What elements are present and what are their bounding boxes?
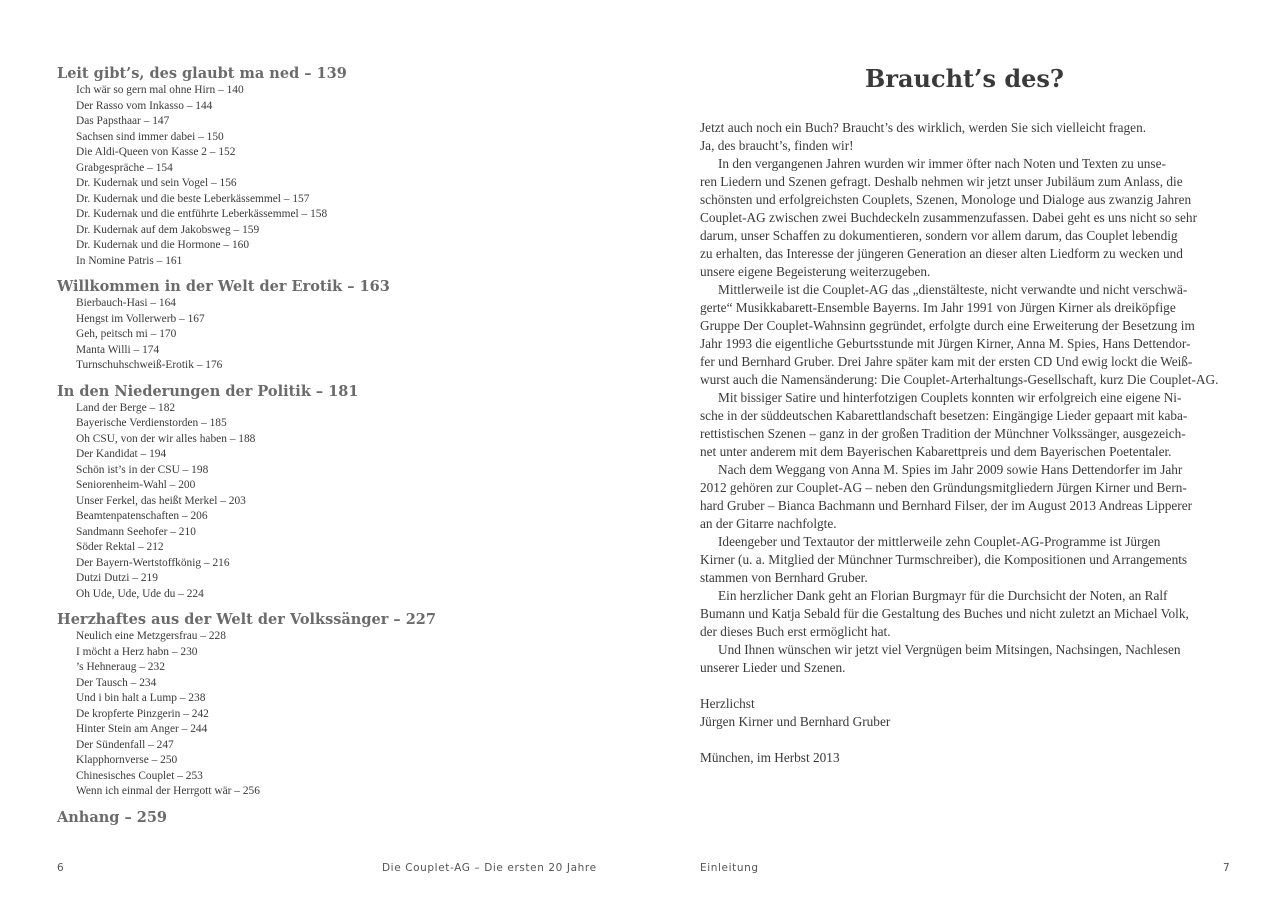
text-line: net unter anderem mit dem Bayerischen Kabarettpreis und dem Bayerischen Poetentaler.	[700, 444, 1172, 459]
text-line: stammen von Bernhard Gruber.	[700, 570, 868, 585]
toc-item: Dutzi Dutzi – 219	[76, 572, 158, 584]
text-line: Ein herzlicher Dank geht an Florian Burgmayr für die Durchsicht der Noten, an Ralf	[718, 588, 1168, 603]
text-line: Und Ihnen wünschen wir jetzt viel Vergnügen beim Mitsingen, Nachsingen, Nachlesen	[718, 642, 1181, 657]
toc-item: Sachsen sind immer dabei – 150	[76, 130, 224, 143]
toc-item: Dr. Kudernak und die beste Leberkässemmel – 157	[76, 192, 310, 205]
body-text	[700, 119, 1240, 767]
page-number-right: 7	[1223, 862, 1231, 874]
toc-item: Söder Rektal – 212	[76, 541, 164, 553]
toc-item: Hinter Stein am Anger – 244	[76, 723, 208, 735]
text-line: an der Gitarre nachfolgte.	[700, 516, 837, 531]
toc-section	[57, 277, 617, 374]
running-title-left: Die Couplet-AG – Die ersten 20 Jahre	[382, 862, 597, 874]
toc-item: Turnschuhschweiß-Erotik – 176	[76, 359, 223, 371]
text-line: der dieses Buch erst ermöglicht hat.	[700, 624, 891, 639]
text-line: darum, unser Schaffen zu dokumentieren, sondern vor allem darum, das Couplet lebendig	[700, 228, 1178, 243]
toc-item: Unser Ferkel, das heißt Merkel – 203	[76, 494, 246, 507]
text-line: Ideengeber und Textautor der mittlerweile zehn Couplet-AG-Programme ist Jürgen	[718, 534, 1161, 549]
toc-item: Neulich eine Metzgersfrau – 228	[76, 630, 226, 642]
toc-item: Oh Ude, Ude, Ude du – 224	[76, 587, 204, 600]
text-line: wurst auch die Namensänderung: Die Couplet-Arterhaltungs-Gesellschaft, kurz Die Couplet-AG.	[700, 372, 1219, 387]
toc-item: Dr. Kudernak und die Hormone – 160	[76, 239, 250, 251]
text-line: Couplet-AG zwischen zwei Buchdeckeln zusammenzufassen. Dabei geht es uns nicht so sehr	[700, 210, 1198, 225]
toc-heading: In den Niederungen der Politik – 181	[57, 382, 359, 400]
toc-item: Bierbauch-Hasi – 164	[76, 297, 176, 309]
toc-item: Hengst im Vollerwerb – 167	[76, 312, 205, 325]
text-line: Jürgen Kirner und Bernhard Gruber	[700, 714, 891, 729]
toc-item: Sandmann Seehofer – 210	[76, 525, 196, 538]
toc-item: Manta Willi – 174	[76, 343, 160, 356]
toc-section	[57, 64, 617, 269]
toc-item: Der Kandidat – 194	[76, 448, 167, 460]
blank-line	[700, 677, 1240, 695]
toc-item: Oh CSU, von der wir alles haben – 188	[76, 432, 256, 445]
toc-heading: Herzhaftes aus der Welt der Volkssänger – 227	[57, 611, 436, 628]
toc-section	[57, 382, 617, 603]
page-number-left: 6	[57, 862, 65, 874]
text-line: ren Liedern und Szenen gefragt. Deshalb nehmen wir jetzt unser Jubiläum zum Anlass, die	[700, 174, 1183, 189]
text-line: Jahr 1993 die eigentliche Geburtsstunde mit Jürgen Kirner, Anna M. Spies, Hans Dettendor-	[700, 336, 1191, 351]
text-line: 2012 gehören zur Couplet-AG – neben den Gründungsmitgliedern Jürgen Kirner und Bern-	[700, 480, 1187, 495]
text-line: Gruppe Der Couplet-Wahnsinn gegründet, erfolgte durch eine Erweiterung der Besetzung im	[700, 318, 1195, 333]
text-line: München, im Herbst 2013	[700, 750, 840, 765]
toc-item: Das Papsthaar – 147	[76, 115, 170, 127]
toc-heading: Leit gibt’s, des glaubt ma ned – 139	[57, 65, 347, 82]
text-line: Mit bissiger Satire und hinterfotzigen Couplets konnten wir erfolgreich eine eigene Ni-	[718, 390, 1182, 405]
toc-item: Die Aldi-Queen von Kasse 2 – 152	[76, 146, 236, 158]
text-line: zu erhalten, das Interesse der jüngeren Generation an dieser alten Liedform zu wecken und	[700, 246, 1183, 261]
chapter-title: Braucht’s des?	[865, 64, 1064, 93]
toc-item: Schön ist’s in der CSU – 198	[76, 463, 209, 476]
toc-item: In Nomine Patris – 161	[76, 254, 183, 267]
toc-item: Chinesisches Couplet – 253	[76, 769, 203, 782]
running-title-right: Einleitung	[700, 862, 759, 874]
toc-item: De kropferte Pinzgerin – 242	[76, 707, 209, 720]
toc-item: Beamtenpatenschaften – 206	[76, 510, 208, 522]
text-line: In den vergangenen Jahren wurden wir immer öfter nach Noten und Texten zu unse-	[718, 156, 1166, 171]
text-line: Jetzt auch noch ein Buch? Braucht’s des wirklich, werden Sie sich vielleicht fragen.	[700, 120, 1147, 135]
text-line: hard Gruber – Bianca Bachmann und Bernhard Filser, der im August 2013 Andreas Lipperer	[700, 498, 1193, 513]
text-line: unserer Lieder und Szenen.	[700, 660, 846, 675]
text-line: schönsten und erfolgreichsten Couplets, Szenen, Monologe und Dialoge aus zwanzig Jahren	[700, 192, 1192, 207]
text-line: Ja, des braucht’s, finden wir!	[700, 138, 854, 153]
toc-item: ’s Hehneraug – 232	[76, 661, 165, 673]
toc-heading: Anhang – 259	[57, 808, 168, 826]
text-line: Kirner (u. a. Mitglied der Münchner Turmschreiber), die Kompositionen und Arrangements	[700, 552, 1188, 567]
toc-item: Klapphornverse – 250	[76, 754, 178, 766]
toc-section	[57, 610, 617, 800]
toc-item: Bayerische Verdienstorden – 185	[76, 417, 227, 429]
toc-item: Geh, peitsch mi – 170	[76, 328, 177, 340]
text-line: gerte“ Musikkabarett-Ensemble Bayerns. Im Jahr 1991 von Jürgen Kirner als dreiköpfige	[700, 300, 1176, 315]
text-line: sche in der süddeutschen Kabarettlandschaft besetzen: Eingängige Lieder gepaart mit kaba-	[700, 408, 1188, 423]
toc-item: Der Rasso vom Inkasso – 144	[76, 99, 213, 112]
text-line: Herzlichst	[700, 696, 755, 711]
toc-item: Dr. Kudernak und die entführte Leberkässemmel – 158	[76, 208, 328, 220]
table-of-contents	[57, 64, 617, 835]
toc-item: Und i bin halt a Lump – 238	[76, 692, 206, 704]
text-line: Mittlerweile ist die Couplet-AG das „dienstälteste, nicht verwandte und nicht verschwä-	[718, 282, 1188, 297]
right-page	[643, 0, 1286, 907]
text-line: fer und Bernhard Gruber. Drei Jahre später kam mit der ersten CD Und ewig lockt die Weiß-	[700, 354, 1193, 369]
toc-item: Wenn ich einmal der Herrgott wär – 256	[76, 785, 260, 797]
toc-item: Grabgespräche – 154	[76, 161, 173, 174]
toc-item: Der Tausch – 234	[76, 676, 157, 689]
toc-item: Der Bayern-Wertstoffkönig – 216	[76, 556, 230, 569]
toc-item: Der Sündenfall – 247	[76, 738, 174, 751]
text-line: Bumann und Katja Sebald für die Gestaltung des Buches und nicht zuletzt an Michael Volk,	[700, 606, 1189, 621]
text-line: rettistischen Szenen – ganz in der großen Tradition der Münchner Volkssänger, ausgezeich-	[700, 426, 1186, 441]
toc-item: Dr. Kudernak und sein Vogel – 156	[76, 177, 237, 189]
toc-item: Land der Berge – 182	[76, 401, 176, 414]
text-line: Nach dem Weggang von Anna M. Spies im Jahr 2009 sowie Hans Dettendorfer im Jahr	[718, 462, 1183, 477]
toc-item: I möcht a Herz habn – 230	[76, 645, 198, 658]
blank-line	[700, 731, 1240, 749]
toc-item: Dr. Kudernak auf dem Jakobsweg – 159	[76, 223, 260, 236]
toc-heading: Willkommen in der Welt der Erotik – 163	[57, 278, 390, 295]
text-line: unsere eigene Begeisterung weiterzugeben.	[700, 264, 931, 279]
toc-item: Seniorenheim-Wahl – 200	[76, 479, 196, 491]
toc-item: Ich wär so gern mal ohne Hirn – 140	[76, 84, 244, 96]
toc-section	[57, 808, 617, 827]
